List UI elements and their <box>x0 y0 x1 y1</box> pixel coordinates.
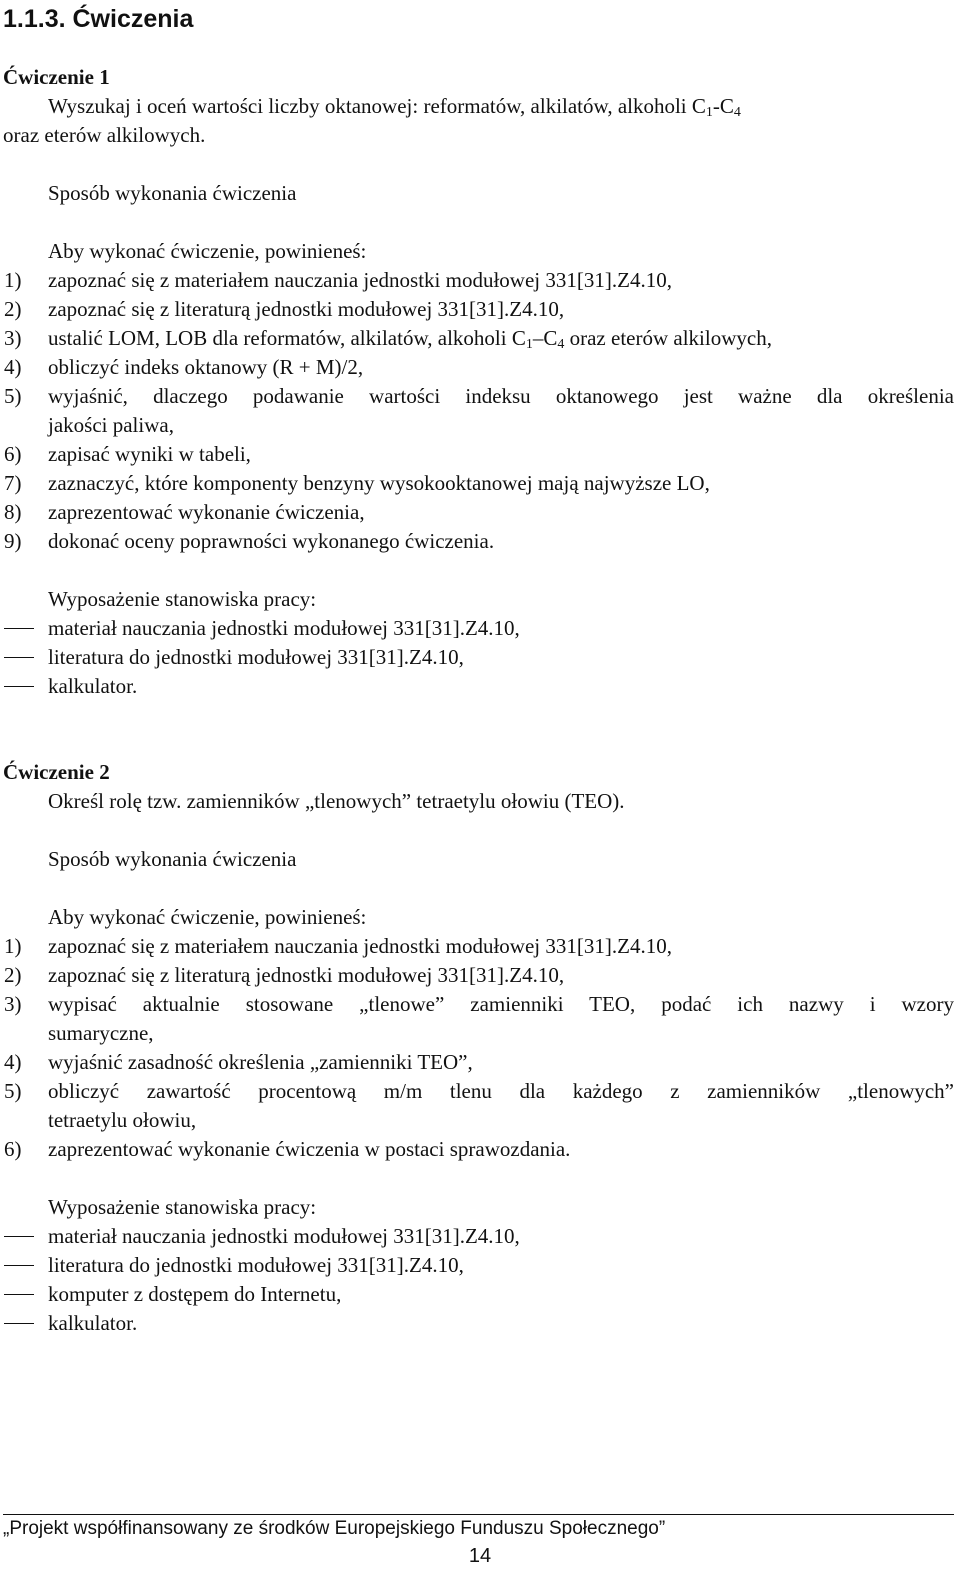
exercise-1-task-line1: Wyszukaj i oceń wartości liczby oktanowej: reformatów, alkilatów, alkoholi $C_1-C_4$ <box>48 94 741 120</box>
section-heading: 1.1.3. Ćwiczenia <box>3 5 194 33</box>
exercise-1-intro: Aby wykonać ćwiczenie, powinieneś: <box>48 239 367 263</box>
exercise-1-method-heading: Sposób wykonania ćwiczenia <box>48 181 297 205</box>
exercise-2-title: Ćwiczenie 2 <box>3 760 110 784</box>
dash-bullet <box>4 1236 34 1237</box>
exercise-2-intro: Aby wykonać ćwiczenie, powinieneś: <box>48 905 367 929</box>
exercise-1-title: Ćwiczenie 1 <box>3 65 110 89</box>
dash-bullet <box>4 657 34 658</box>
page-number: 14 <box>468 1545 492 1567</box>
dash-bullet <box>4 686 34 687</box>
exercise-2-task: Określ rolę tzw. zamienników „tlenowych” tetraetylu ołowiu (TEO). <box>48 789 625 813</box>
dash-bullet <box>4 628 34 629</box>
footer-divider <box>3 1514 954 1515</box>
dash-bullet <box>4 1294 34 1295</box>
dash-bullet <box>4 1265 34 1266</box>
dash-bullet <box>4 1323 34 1324</box>
footer-text: „Projekt współfinansowany ze środków Europejskiego Funduszu Społecznego” <box>3 1518 666 1539</box>
exercise-1-equipment-heading: Wyposażenie stanowiska pracy: <box>48 587 317 611</box>
exercise-2-method-heading: Sposób wykonania ćwiczenia <box>48 847 297 871</box>
exercise-1-task-line2: oraz eterów alkilowych. <box>3 123 206 147</box>
exercise-2-equipment-heading: Wyposażenie stanowiska pracy: <box>48 1195 317 1219</box>
